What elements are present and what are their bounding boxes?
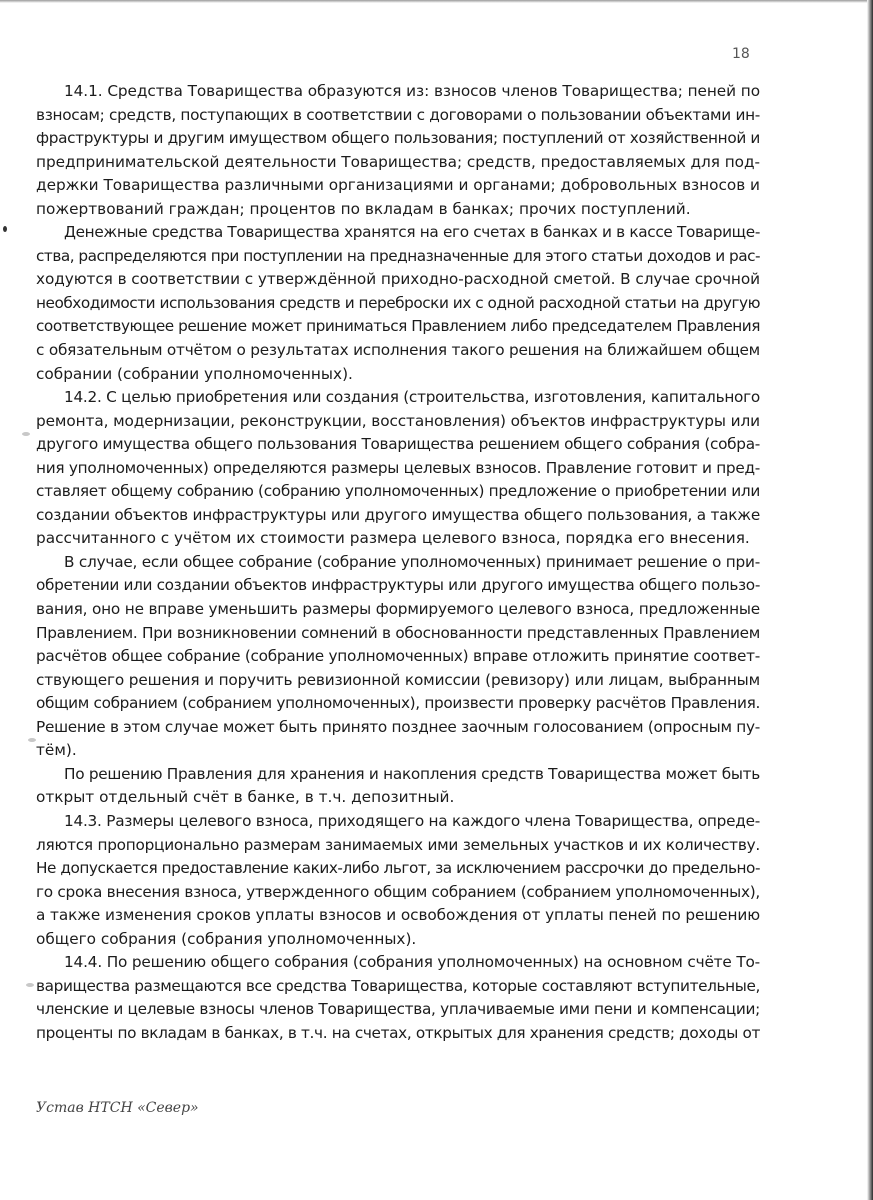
text-line: общего собрания (собрания уполномоченных). [36,929,417,948]
text-line: другого имущества общего пользования Товарищества решением общего собрания (собра- [36,435,760,454]
text-line: открыт отдельный счёт в банке, в т.ч. депозитный. [36,788,455,807]
text-line: ходуются в соответствии с утверждённой приходно-расходной сметой. В случае срочной [36,270,760,289]
page-number: 18 [732,46,750,62]
text-line: создании объектов инфраструктуры или другого имущества общего пользования, а также [36,505,760,524]
text-line: 14.2. С целью приобретения или создания (строительства, изготовления, капитального [64,388,760,407]
text-line: общим собранием (собранием уполномоченных), произвести проверку расчётов Правления. [36,694,760,713]
text-line: взносам; средств, поступающих в соответствии с договорами о пользовании объектами ин- [36,105,760,124]
text-line: фраструктуры и другим имуществом общего пользования; поступлений от хозяйственной и [36,129,760,148]
text-line: необходимости использования средств и переброски их с одной расходной статьи на другую [36,293,760,312]
text-line: ставляет общему собранию (собранию уполномоченных) предложение о приобретении или [36,482,760,501]
text-line: держки Товарищества различными организациями и органами; добровольных взносов и [36,176,760,195]
text-line: По решению Правления для хранения и накопления средств Товарищества может быть [64,764,760,783]
text-line: обретении или создании объектов инфраструктуры или другого имущества общего пользо- [36,576,760,595]
text-line: Не допускается предоставление каких-либо льгот, за исключением рассрочки до предельно- [36,859,760,878]
text-line: ствующего решения и поручить ревизионной комиссии (ревизору) или лицам, выбранным [36,670,760,689]
text-line: пожертвований граждан; процентов по вкладам в банках; прочих поступлений. [36,199,691,218]
scan-artifact-mark [28,738,36,742]
scan-artifact-mark [22,432,30,436]
text-line: а также изменения сроков уплаты взносов и освобождения от уплаты пеней по решению [36,906,760,925]
scan-artifact-mark [26,983,34,987]
text-line: ства, распределяются при поступлении на предназначенные для этого статьи доходов и рас- [36,246,760,265]
text-line: ния уполномоченных) определяются размеры целевых взносов. Правление готовит и пред- [36,458,761,477]
text-line: собрании (собрании уполномоченных). [36,364,353,383]
text-line: 14.3. Размеры целевого взноса, приходящего на каждого члена Товарищества, опреде- [64,811,760,830]
scan-artifact-dot [3,226,7,232]
text-line: вания, оно не вправе уменьшить размеры формируемого целевого взноса, предложенные [36,600,760,619]
text-line: Правлением. При возникновении сомнений в обоснованности представленных Правлением [36,623,760,642]
text-line: го срока внесения взноса, утвержденного общим собранием (собранием уполномоченных), [36,882,760,901]
text-line: 14.1. Средства Товарищества образуются из: взносов членов Товарищества; пеней по [64,82,760,100]
text-line: соответствующее решение может приниматься Правлением либо председателем Правления [36,317,760,336]
text-line: проценты по вкладам в банках, в т.ч. на счетах, открытых для хранения средств; доходы от [36,1023,760,1042]
text-line: тём). [36,741,77,760]
text-line: ремонта, модернизации, реконструкции, восстановления) объектов инфраструктуры или [36,411,760,430]
document-footer: Устав НТСН «Север» [36,1100,199,1116]
text-line: с обязательным отчётом о результатах исполнения такого решения на ближайшем общем [36,341,760,360]
text-line: 14.4. По решению общего собрания (собрания уполномоченных) на основном счёте То- [64,953,760,972]
text-line: В случае, если общее собрание (собрание уполномоченных) принимает решение о при- [64,552,760,571]
text-line: рассчитанного с учётом их стоимости размера целевого взноса, порядка его внесения. [36,529,750,548]
text-line: расчётов общее собрание (собрание уполномоченных) вправе отложить принятие соответ- [36,647,760,666]
text-line: членские и целевые взносы членов Товарищества, уплачиваемые ими пени и компенсации; [36,1000,761,1019]
scan-right-edge [867,0,873,1200]
text-line: варищества размещаются все средства Товарищества, которые составляют вступительные, [36,976,761,995]
document-body [36,80,760,1045]
text-line: предпринимательской деятельности Товарищества; средств, предоставляемых для под- [36,152,760,171]
scan-top-edge [0,0,873,3]
text-line: Решение в этом случае может быть принято позднее заочным голосованием (опросным пу- [36,717,760,736]
text-line: Денежные средства Товарищества хранятся на его счетах в банках и в кассе Товарище- [64,223,760,242]
text-line: ляются пропорционально размерам занимаемых ими земельных участков и их количеству. [36,835,760,854]
